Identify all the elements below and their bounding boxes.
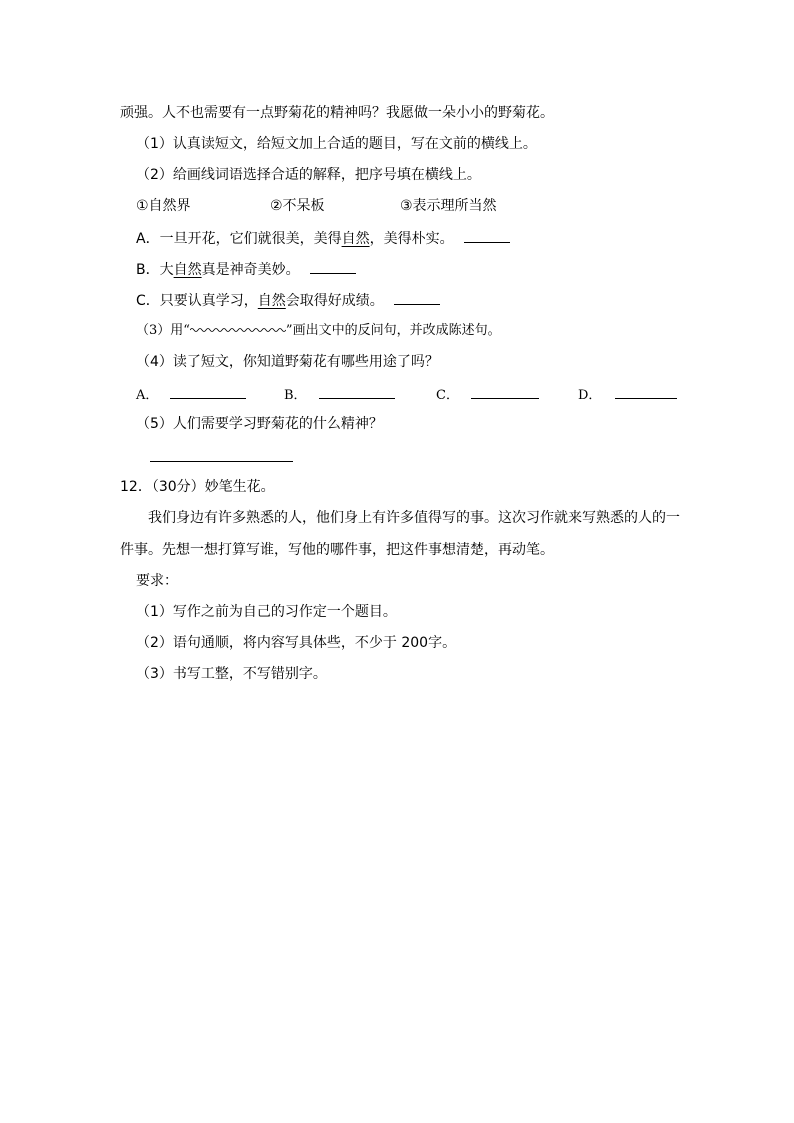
- question-12-title: 12．（30分）妙笔生花。: [120, 479, 275, 495]
- wavy-line-icon: [190, 324, 286, 334]
- passage-ending: 顽强。人不也需要有一点野菊花的精神吗？我愿做一朵小小的野菊花。: [120, 105, 554, 121]
- question-12-prompt-line-1: 我们身边有许多熟悉的人，他们身上有许多值得写的事。这次习作就来写熟悉的人的一: [148, 510, 680, 526]
- answer-blank-c[interactable]: [394, 290, 440, 305]
- option-a-blank[interactable]: [170, 384, 246, 399]
- sentence-b-underlined-word: 自然: [173, 262, 202, 278]
- sentence-c: [136, 290, 440, 311]
- subquestion-1: （1）认真读短文，给短文加上合适的题目，写在文前的横线上。: [136, 136, 537, 152]
- subquestion-3-start: （3）用“: [136, 323, 190, 338]
- sentence-a-end: ，美得朴实。: [369, 231, 454, 247]
- option-c-label: C．: [436, 388, 459, 403]
- answer-blank-b[interactable]: [310, 259, 356, 274]
- subquestion-5: （5）人们需要学习野菊花的什么精神？: [136, 416, 383, 432]
- sentence-c-end: 会取得好成绩。: [285, 293, 384, 309]
- option-b-label: B．: [284, 388, 307, 403]
- option-b: [284, 384, 436, 406]
- uses-options: [136, 384, 677, 406]
- choice-2: ②不呆板: [270, 198, 325, 214]
- sentence-a-start: A．一旦开花，它们就很美，美得: [136, 231, 342, 247]
- sentence-a-underlined-word: 自然: [341, 231, 370, 247]
- sentence-c-start: C．只要认真学习，: [136, 293, 258, 309]
- sentence-a: [136, 228, 510, 249]
- requirement-1: （1）写作之前为自己的习作定一个题目。: [136, 604, 397, 620]
- option-d-blank[interactable]: [615, 384, 677, 399]
- subquestion-3-end: ”画出文中的反问句，并改成陈述句。: [285, 323, 501, 338]
- choice-1: ①自然界: [136, 198, 191, 214]
- option-c-blank[interactable]: [471, 384, 539, 399]
- subquestion-3: [136, 321, 501, 341]
- requirement-2: （2）语句通顺，将内容写具体些，不少于 200字。: [136, 635, 457, 651]
- sentence-b-end: 真是神奇美妙。: [201, 262, 300, 278]
- requirements-label: 要求：: [136, 573, 178, 589]
- sentence-c-underlined-word: 自然: [257, 293, 286, 309]
- sentence-b-start: B．大: [136, 262, 174, 278]
- subquestion-4: （4）读了短文，你知道野菊花有哪些用途了吗？: [136, 354, 439, 370]
- choice-3: ③表示理所当然: [400, 198, 497, 214]
- answer-blank-a[interactable]: [464, 228, 510, 243]
- option-d-label: D．: [578, 388, 602, 403]
- option-c: [436, 384, 578, 406]
- answer-line-5[interactable]: [150, 461, 293, 462]
- definition-choices: [136, 196, 497, 216]
- option-b-blank[interactable]: [319, 384, 395, 399]
- option-a: [136, 384, 284, 406]
- subquestion-2: （2）给画线词语选择合适的解释，把序号填在横线上。: [136, 167, 481, 183]
- option-a-label: A．: [136, 388, 159, 403]
- requirement-3: （3）书写工整，不写错别字。: [136, 666, 327, 682]
- sentence-b: [136, 259, 356, 280]
- option-d: [578, 384, 677, 406]
- question-12-prompt-line-2: 件事。先想一想打算写谁，写他的哪件事，把这件事想清楚，再动笔。: [120, 542, 554, 558]
